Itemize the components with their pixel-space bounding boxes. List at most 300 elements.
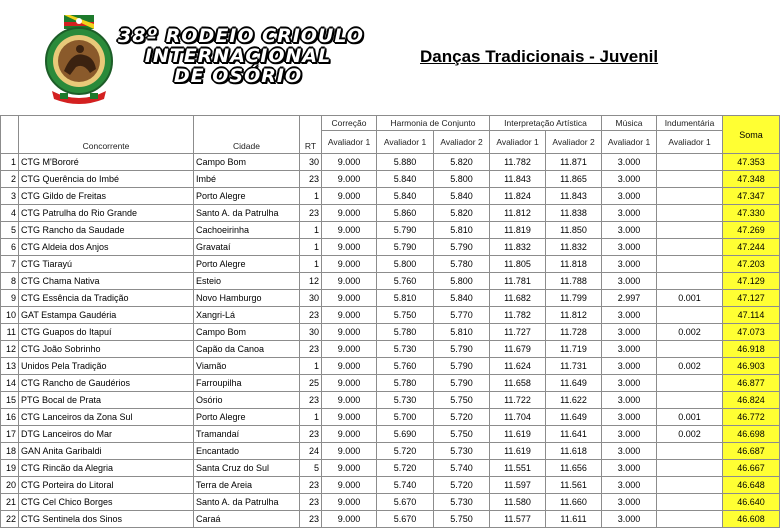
cell-concorrente: CTG João Sobrinho (19, 341, 194, 358)
cell-interp2: 11.656 (546, 460, 602, 477)
cell-harm1: 5.860 (377, 205, 434, 222)
cell-concorrente: DTG Lanceiros do Mar (19, 426, 194, 443)
cell-interp2: 11.799 (546, 290, 602, 307)
cell-concorrente: CTG Sentinela dos Sinos (19, 511, 194, 528)
cell-soma: 46.687 (723, 443, 780, 460)
cell-musica: 3.000 (602, 392, 657, 409)
cell-musica: 2.997 (602, 290, 657, 307)
cell-pos: 12 (1, 341, 19, 358)
header-correcao-av1: Avaliador 1 (322, 131, 377, 154)
cell-pos: 10 (1, 307, 19, 324)
cell-correcao: 9.000 (322, 171, 377, 188)
cell-concorrente: CTG Gildo de Freitas (19, 188, 194, 205)
cell-soma: 47.114 (723, 307, 780, 324)
cell-cidade: Santa Cruz do Sul (194, 460, 300, 477)
cell-interp1: 11.682 (490, 290, 546, 307)
cell-interp1: 11.679 (490, 341, 546, 358)
cell-soma: 46.903 (723, 358, 780, 375)
cell-interp2: 11.850 (546, 222, 602, 239)
table-row (1, 290, 780, 307)
cell-pos: 5 (1, 222, 19, 239)
cell-harm1: 5.720 (377, 443, 434, 460)
cell-interp2: 11.788 (546, 273, 602, 290)
cell-cidade: Porto Alegre (194, 409, 300, 426)
cell-pos: 9 (1, 290, 19, 307)
cell-indum (657, 205, 723, 222)
cell-musica: 3.000 (602, 511, 657, 528)
document-header (0, 0, 782, 115)
cell-rt: 1 (300, 358, 322, 375)
cell-interp1: 11.824 (490, 188, 546, 205)
cell-musica: 3.000 (602, 307, 657, 324)
cell-musica: 3.000 (602, 154, 657, 171)
table-row (1, 171, 780, 188)
table-row (1, 511, 780, 528)
cell-cidade: Encantado (194, 443, 300, 460)
cell-harm2: 5.720 (434, 409, 490, 426)
cell-pos: 14 (1, 375, 19, 392)
cell-pos: 21 (1, 494, 19, 511)
cell-soma: 46.640 (723, 494, 780, 511)
cell-pos: 18 (1, 443, 19, 460)
cell-interp2: 11.838 (546, 205, 602, 222)
cell-soma: 46.648 (723, 477, 780, 494)
cell-rt: 1 (300, 222, 322, 239)
cell-cidade: Esteio (194, 273, 300, 290)
table-header-group-row (1, 116, 780, 131)
cell-correcao: 9.000 (322, 273, 377, 290)
cell-soma: 47.127 (723, 290, 780, 307)
table-row (1, 477, 780, 494)
cell-musica: 3.000 (602, 409, 657, 426)
cell-interp1: 11.551 (490, 460, 546, 477)
cell-rt: 12 (300, 273, 322, 290)
cell-musica: 3.000 (602, 171, 657, 188)
cell-concorrente: CTG Rincão da Alegria (19, 460, 194, 477)
cell-indum: 0.002 (657, 358, 723, 375)
cell-harm1: 5.760 (377, 358, 434, 375)
cell-cidade: Novo Hamburgo (194, 290, 300, 307)
cell-harm2: 5.730 (434, 443, 490, 460)
cell-interp2: 11.618 (546, 443, 602, 460)
cell-musica: 3.000 (602, 443, 657, 460)
cell-rt: 24 (300, 443, 322, 460)
cell-interp1: 11.722 (490, 392, 546, 409)
cell-harm2: 5.750 (434, 426, 490, 443)
cell-soma: 47.129 (723, 273, 780, 290)
cell-harm2: 5.790 (434, 375, 490, 392)
table-row (1, 341, 780, 358)
cell-indum (657, 392, 723, 409)
cell-rt: 23 (300, 494, 322, 511)
cell-concorrente: GAT Estampa Gaudéria (19, 307, 194, 324)
cell-cidade: Tramandaí (194, 426, 300, 443)
cell-interp2: 11.871 (546, 154, 602, 171)
cell-indum (657, 239, 723, 256)
event-title-line-1: 38º RODEIO CRIOULO (118, 25, 364, 47)
header-harmonia-av1: Avaliador 1 (377, 131, 434, 154)
header-correcao: Correção (322, 116, 377, 131)
cell-rt: 25 (300, 375, 322, 392)
cell-concorrente: GAN Anita Garibaldi (19, 443, 194, 460)
cell-indum (657, 222, 723, 239)
rodeio-logo-icon (44, 13, 114, 105)
cell-correcao: 9.000 (322, 307, 377, 324)
table-row (1, 256, 780, 273)
cell-soma: 47.073 (723, 324, 780, 341)
cell-harm2: 5.840 (434, 290, 490, 307)
cell-harm1: 5.700 (377, 409, 434, 426)
event-title-line-2: INTERNACIONAL (144, 45, 332, 67)
cell-indum: 0.002 (657, 426, 723, 443)
cell-musica: 3.000 (602, 239, 657, 256)
cell-correcao: 9.000 (322, 409, 377, 426)
cell-correcao: 9.000 (322, 324, 377, 341)
cell-indum: 0.001 (657, 290, 723, 307)
cell-correcao: 9.000 (322, 154, 377, 171)
cell-interp1: 11.704 (490, 409, 546, 426)
cell-cidade: Caraá (194, 511, 300, 528)
cell-soma: 46.877 (723, 375, 780, 392)
cell-indum (657, 511, 723, 528)
cell-harm1: 5.740 (377, 477, 434, 494)
cell-pos: 16 (1, 409, 19, 426)
cell-harm1: 5.690 (377, 426, 434, 443)
cell-indum (657, 256, 723, 273)
cell-musica: 3.000 (602, 256, 657, 273)
cell-concorrente: CTG Patrulha do Rio Grande (19, 205, 194, 222)
cell-interp2: 11.728 (546, 324, 602, 341)
cell-pos: 3 (1, 188, 19, 205)
cell-indum: 0.001 (657, 409, 723, 426)
cell-correcao: 9.000 (322, 341, 377, 358)
cell-correcao: 9.000 (322, 256, 377, 273)
cell-musica: 3.000 (602, 494, 657, 511)
cell-interp1: 11.624 (490, 358, 546, 375)
cell-rt: 23 (300, 477, 322, 494)
cell-musica: 3.000 (602, 324, 657, 341)
cell-harm1: 5.750 (377, 307, 434, 324)
cell-concorrente: CTG Lanceiros da Zona Sul (19, 409, 194, 426)
header-rt: RT (300, 116, 322, 154)
cell-pos: 22 (1, 511, 19, 528)
table-row (1, 375, 780, 392)
cell-interp1: 11.597 (490, 477, 546, 494)
cell-concorrente: CTG Querência do Imbé (19, 171, 194, 188)
cell-correcao: 9.000 (322, 375, 377, 392)
cell-harm1: 5.800 (377, 256, 434, 273)
cell-correcao: 9.000 (322, 477, 377, 494)
table-row (1, 324, 780, 341)
header-harmonia-av2: Avaliador 2 (434, 131, 490, 154)
cell-harm1: 5.780 (377, 375, 434, 392)
header-interpretacao-av2: Avaliador 2 (546, 131, 602, 154)
cell-soma: 47.348 (723, 171, 780, 188)
cell-cidade: Santo A. da Patrulha (194, 205, 300, 222)
cell-harm1: 5.810 (377, 290, 434, 307)
cell-interp1: 11.619 (490, 426, 546, 443)
cell-concorrente: CTG M'Bororé (19, 154, 194, 171)
cell-interp2: 11.818 (546, 256, 602, 273)
cell-interp2: 11.649 (546, 409, 602, 426)
cell-soma: 47.353 (723, 154, 780, 171)
cell-correcao: 9.000 (322, 358, 377, 375)
cell-interp1: 11.782 (490, 154, 546, 171)
cell-harm2: 5.800 (434, 171, 490, 188)
header-harmonia: Harmonia de Conjunto (377, 116, 490, 131)
table-row (1, 426, 780, 443)
cell-musica: 3.000 (602, 477, 657, 494)
cell-rt: 23 (300, 392, 322, 409)
cell-cidade: Campo Bom (194, 154, 300, 171)
cell-harm1: 5.840 (377, 171, 434, 188)
cell-rt: 23 (300, 205, 322, 222)
cell-interp2: 11.843 (546, 188, 602, 205)
cell-rt: 30 (300, 154, 322, 171)
cell-cidade: Farroupilha (194, 375, 300, 392)
cell-harm2: 5.780 (434, 256, 490, 273)
cell-pos: 19 (1, 460, 19, 477)
cell-musica: 3.000 (602, 188, 657, 205)
header-interpretacao-av1: Avaliador 1 (490, 131, 546, 154)
cell-indum: 0.002 (657, 324, 723, 341)
cell-indum (657, 154, 723, 171)
cell-cidade: Porto Alegre (194, 188, 300, 205)
cell-soma: 46.772 (723, 409, 780, 426)
table-row (1, 409, 780, 426)
cell-soma: 47.269 (723, 222, 780, 239)
cell-concorrente: CTG Rancho de Gaudérios (19, 375, 194, 392)
cell-harm1: 5.730 (377, 392, 434, 409)
cell-concorrente: CTG Guapos do Itapuí (19, 324, 194, 341)
cell-interp1: 11.805 (490, 256, 546, 273)
cell-harm2: 5.790 (434, 341, 490, 358)
header-concorrente: Concorrente (19, 116, 194, 154)
cell-musica: 3.000 (602, 205, 657, 222)
cell-interp1: 11.819 (490, 222, 546, 239)
cell-interp1: 11.580 (490, 494, 546, 511)
cell-harm2: 5.820 (434, 154, 490, 171)
cell-rt: 1 (300, 188, 322, 205)
cell-concorrente: CTG Chama Nativa (19, 273, 194, 290)
cell-interp1: 11.812 (490, 205, 546, 222)
cell-harm1: 5.880 (377, 154, 434, 171)
cell-rt: 1 (300, 256, 322, 273)
cell-cidade: Xangri-Lá (194, 307, 300, 324)
cell-interp1: 11.781 (490, 273, 546, 290)
cell-cidade: Imbé (194, 171, 300, 188)
cell-interp2: 11.719 (546, 341, 602, 358)
cell-harm1: 5.780 (377, 324, 434, 341)
cell-indum (657, 273, 723, 290)
cell-harm1: 5.840 (377, 188, 434, 205)
header-musica-av1: Avaliador 1 (602, 131, 657, 154)
cell-interp2: 11.660 (546, 494, 602, 511)
cell-cidade: Gravataí (194, 239, 300, 256)
cell-soma: 46.918 (723, 341, 780, 358)
cell-indum (657, 171, 723, 188)
cell-cidade: Osório (194, 392, 300, 409)
cell-interp2: 11.561 (546, 477, 602, 494)
cell-musica: 3.000 (602, 341, 657, 358)
cell-rt: 23 (300, 171, 322, 188)
cell-indum (657, 443, 723, 460)
cell-interp2: 11.611 (546, 511, 602, 528)
cell-concorrente: CTG Tiarayú (19, 256, 194, 273)
cell-musica: 3.000 (602, 460, 657, 477)
header-index (1, 116, 19, 154)
cell-correcao: 9.000 (322, 205, 377, 222)
table-row (1, 358, 780, 375)
table-row (1, 273, 780, 290)
cell-correcao: 9.000 (322, 460, 377, 477)
cell-soma: 46.698 (723, 426, 780, 443)
cell-harm1: 5.670 (377, 511, 434, 528)
cell-harm1: 5.760 (377, 273, 434, 290)
cell-cidade: Viamão (194, 358, 300, 375)
header-cidade: Cidade (194, 116, 300, 154)
cell-harm1: 5.720 (377, 460, 434, 477)
header-interpretacao: Interpretação Artística (490, 116, 602, 131)
cell-cidade: Porto Alegre (194, 256, 300, 273)
cell-pos: 11 (1, 324, 19, 341)
cell-rt: 23 (300, 511, 322, 528)
cell-harm2: 5.800 (434, 273, 490, 290)
cell-pos: 17 (1, 426, 19, 443)
cell-cidade: Cachoeirinha (194, 222, 300, 239)
cell-concorrente: CTG Cel Chico Borges (19, 494, 194, 511)
cell-correcao: 9.000 (322, 426, 377, 443)
cell-harm2: 5.790 (434, 358, 490, 375)
cell-harm1: 5.670 (377, 494, 434, 511)
cell-soma: 46.667 (723, 460, 780, 477)
cell-soma: 47.203 (723, 256, 780, 273)
cell-rt: 30 (300, 324, 322, 341)
cell-pos: 8 (1, 273, 19, 290)
cell-indum (657, 307, 723, 324)
cell-harm2: 5.840 (434, 188, 490, 205)
cell-pos: 20 (1, 477, 19, 494)
cell-rt: 23 (300, 426, 322, 443)
cell-musica: 3.000 (602, 222, 657, 239)
cell-interp2: 11.812 (546, 307, 602, 324)
cell-harm2: 5.820 (434, 205, 490, 222)
cell-interp1: 11.832 (490, 239, 546, 256)
cell-harm2: 5.740 (434, 460, 490, 477)
cell-rt: 1 (300, 409, 322, 426)
cell-correcao: 9.000 (322, 443, 377, 460)
cell-pos: 7 (1, 256, 19, 273)
cell-harm2: 5.730 (434, 494, 490, 511)
event-title-line-3: DE OSÓRIO (173, 65, 303, 87)
cell-interp2: 11.832 (546, 239, 602, 256)
cell-harm2: 5.750 (434, 511, 490, 528)
cell-rt: 23 (300, 307, 322, 324)
cell-harm1: 5.730 (377, 341, 434, 358)
cell-soma: 47.347 (723, 188, 780, 205)
cell-interp1: 11.577 (490, 511, 546, 528)
cell-concorrente: PTG Bocal de Prata (19, 392, 194, 409)
cell-indum (657, 477, 723, 494)
cell-indum (657, 375, 723, 392)
cell-interp1: 11.782 (490, 307, 546, 324)
cell-concorrente: CTG Aldeia dos Anjos (19, 239, 194, 256)
cell-interp2: 11.731 (546, 358, 602, 375)
cell-correcao: 9.000 (322, 239, 377, 256)
header-musica: Música (602, 116, 657, 131)
cell-pos: 2 (1, 171, 19, 188)
cell-soma: 46.608 (723, 511, 780, 528)
table-row (1, 205, 780, 222)
cell-concorrente: CTG Porteira do Litoral (19, 477, 194, 494)
table-row (1, 460, 780, 477)
table-row (1, 154, 780, 171)
cell-harm2: 5.790 (434, 239, 490, 256)
table-row (1, 443, 780, 460)
cell-correcao: 9.000 (322, 494, 377, 511)
cell-interp1: 11.843 (490, 171, 546, 188)
cell-pos: 6 (1, 239, 19, 256)
cell-cidade: Terra de Areia (194, 477, 300, 494)
cell-concorrente: CTG Essência da Tradição (19, 290, 194, 307)
header-soma: Soma (723, 116, 780, 154)
cell-pos: 1 (1, 154, 19, 171)
cell-interp1: 11.619 (490, 443, 546, 460)
table-row (1, 494, 780, 511)
cell-correcao: 9.000 (322, 392, 377, 409)
cell-cidade: Santo A. da Patrulha (194, 494, 300, 511)
cell-interp2: 11.649 (546, 375, 602, 392)
cell-interp2: 11.865 (546, 171, 602, 188)
cell-pos: 4 (1, 205, 19, 222)
cell-pos: 13 (1, 358, 19, 375)
cell-soma: 47.330 (723, 205, 780, 222)
cell-harm2: 5.750 (434, 392, 490, 409)
table-row (1, 239, 780, 256)
cell-concorrente: Unidos Pela Tradição (19, 358, 194, 375)
cell-cidade: Campo Bom (194, 324, 300, 341)
cell-concorrente: CTG Rancho da Saudade (19, 222, 194, 239)
cell-rt: 30 (300, 290, 322, 307)
cell-interp1: 11.727 (490, 324, 546, 341)
cell-harm2: 5.810 (434, 324, 490, 341)
table-row (1, 307, 780, 324)
header-indumentaria: Indumentária (657, 116, 723, 131)
cell-correcao: 9.000 (322, 188, 377, 205)
cell-correcao: 9.000 (322, 290, 377, 307)
cell-soma: 47.244 (723, 239, 780, 256)
cell-indum (657, 188, 723, 205)
cell-indum (657, 460, 723, 477)
cell-harm1: 5.790 (377, 239, 434, 256)
header-indumentaria-av1: Avaliador 1 (657, 131, 723, 154)
cell-cidade: Capão da Canoa (194, 341, 300, 358)
sheet-title: Danças Tradicionais - Juvenil (420, 47, 659, 66)
table-row (1, 392, 780, 409)
table-row (1, 222, 780, 239)
cell-harm2: 5.720 (434, 477, 490, 494)
cell-musica: 3.000 (602, 273, 657, 290)
cell-harm2: 5.770 (434, 307, 490, 324)
cell-indum (657, 494, 723, 511)
cell-correcao: 9.000 (322, 511, 377, 528)
cell-interp2: 11.622 (546, 392, 602, 409)
table-row (1, 188, 780, 205)
cell-rt: 5 (300, 460, 322, 477)
cell-interp1: 11.658 (490, 375, 546, 392)
cell-rt: 23 (300, 341, 322, 358)
cell-rt: 1 (300, 239, 322, 256)
